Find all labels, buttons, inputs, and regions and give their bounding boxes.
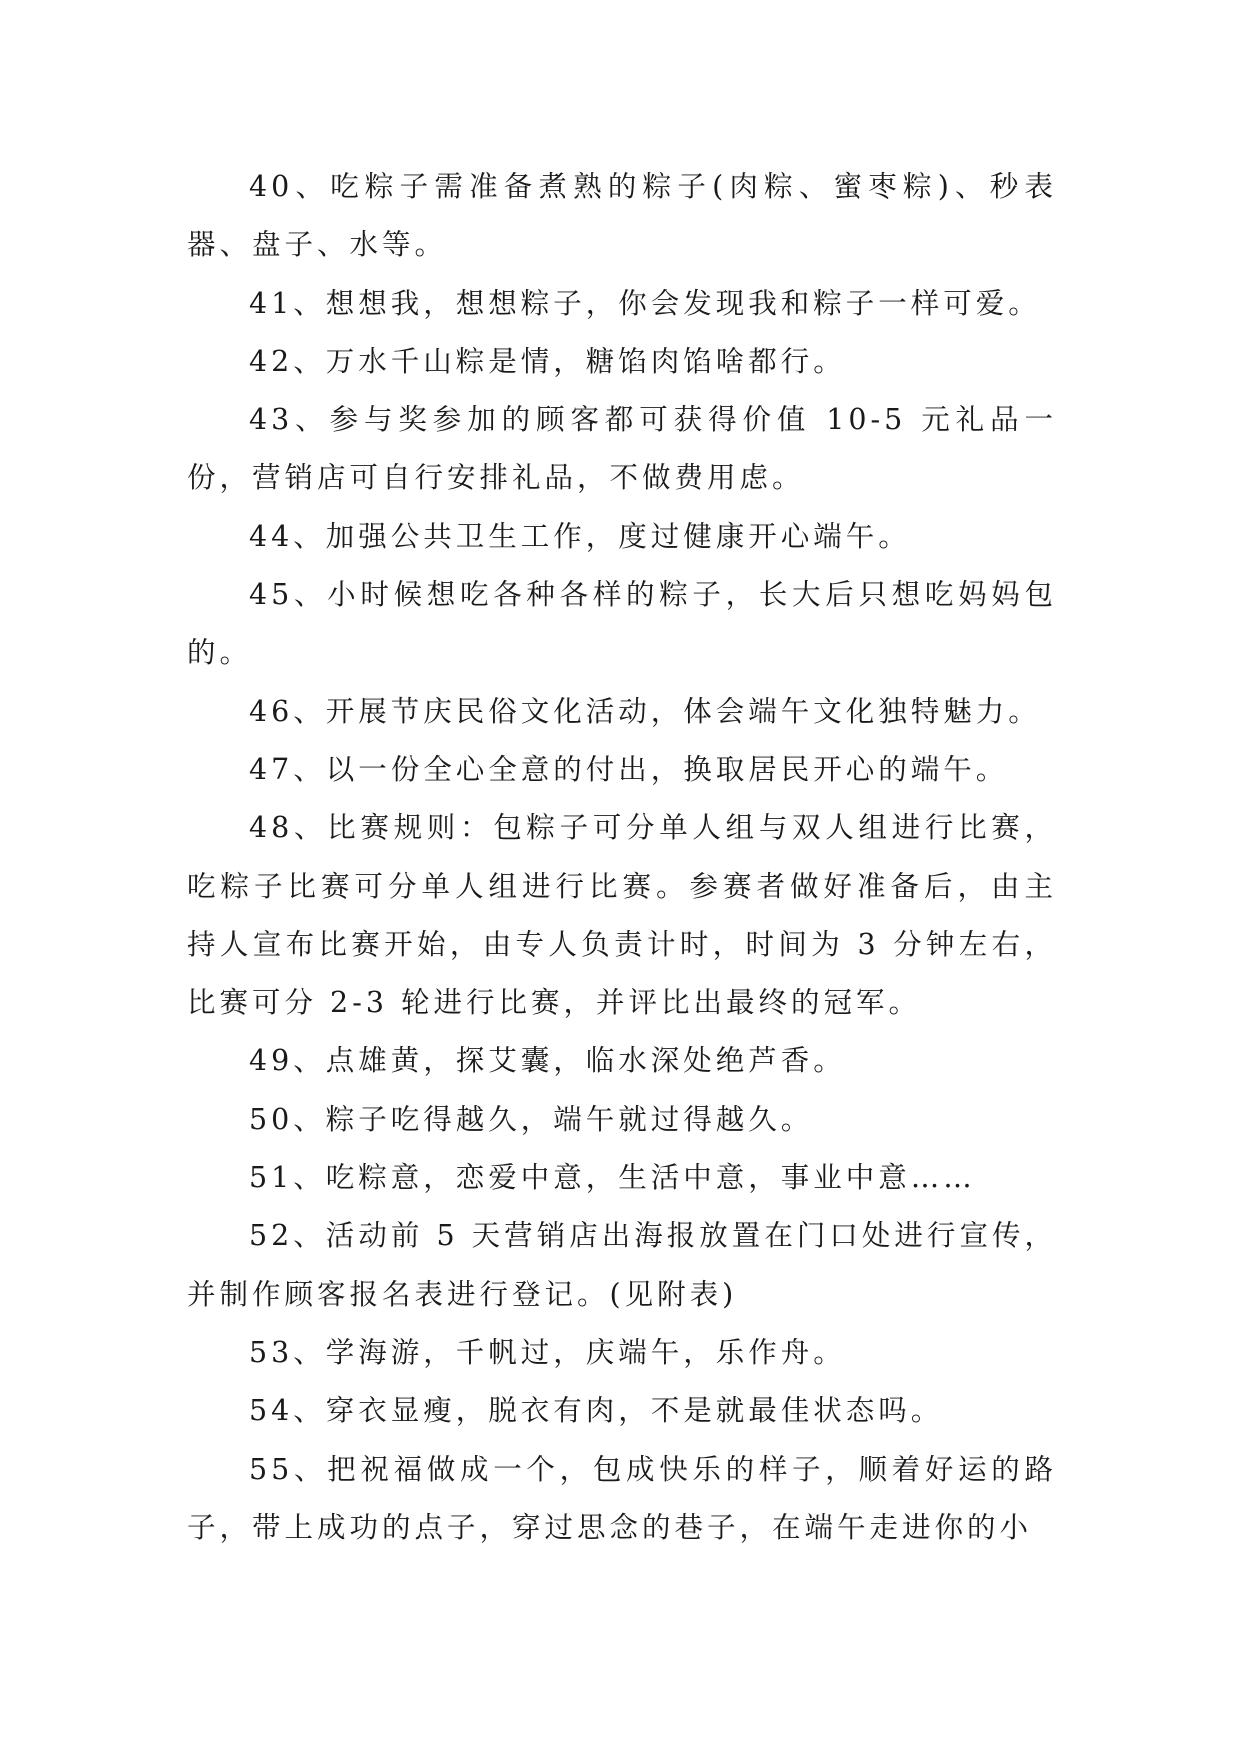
paragraph-48: 48、比赛规则：包粽子可分单人组与双人组进行比赛，吃粽子比赛可分单人组进行比赛。参赛者做好准备后，由主持人宣布比赛开始，由专人负责计时，时间为 3 分钟左右，比赛可分 2-3 轮进行比赛，并评比出最终的冠军。 <box>187 811 1057 1020</box>
paragraph-40: 40、吃粽子需准备煮熟的粽子(肉粽、蜜枣粽)、秒表器、盘子、水等。 <box>187 170 1057 262</box>
paragraph-47: 47、以一份全心全意的付出，换取居民开心的端午。 <box>249 752 1009 786</box>
paragraph-42: 42、万水千山粽是情，糖馅肉馅啥都行。 <box>249 344 846 378</box>
paragraph-46: 46、开展节庆民俗文化活动，体会端午文化独特魅力。 <box>249 694 1041 728</box>
paragraph-53: 53、学海游，千帆过，庆端午，乐作舟。 <box>249 1335 846 1369</box>
paragraph-49: 49、点雄黄，探艾囊，临水深处绝芦香。 <box>249 1044 846 1078</box>
paragraph-43: 43、参与奖参加的顾客都可获得价值 10-5 元礼品一份，营销店可自行安排礼品，不做费用虑。 <box>187 403 1057 495</box>
paragraph-54: 54、穿衣显瘦，脱衣有肉，不是就最佳状态吗。 <box>249 1394 944 1428</box>
paragraph-55: 55、把祝福做成一个，包成快乐的样子，顺着好运的路子，带上成功的点子，穿过思念的巷子，在端午走进你的小 <box>187 1452 1057 1544</box>
paragraph-44: 44、加强公共卫生工作，度过健康开心端午。 <box>249 519 911 553</box>
document-body <box>187 158 1057 1557</box>
paragraph-52: 52、活动前 5 天营销店出海报放置在门口处进行宣传，并制作顾客报名表进行登记。(见附表) <box>187 1219 1057 1311</box>
paragraph-50: 50、粽子吃得越久，端午就过得越久。 <box>249 1102 814 1136</box>
paragraph-45: 45、小时候想吃各种各样的粽子，长大后只想吃妈妈包的。 <box>187 578 1057 670</box>
paragraph-41: 41、想想我，想想粽子，你会发现我和粽子一样可爱。 <box>249 286 1041 320</box>
paragraph-51: 51、吃粽意，恋爱中意，生活中意，事业中意…… <box>249 1161 976 1195</box>
